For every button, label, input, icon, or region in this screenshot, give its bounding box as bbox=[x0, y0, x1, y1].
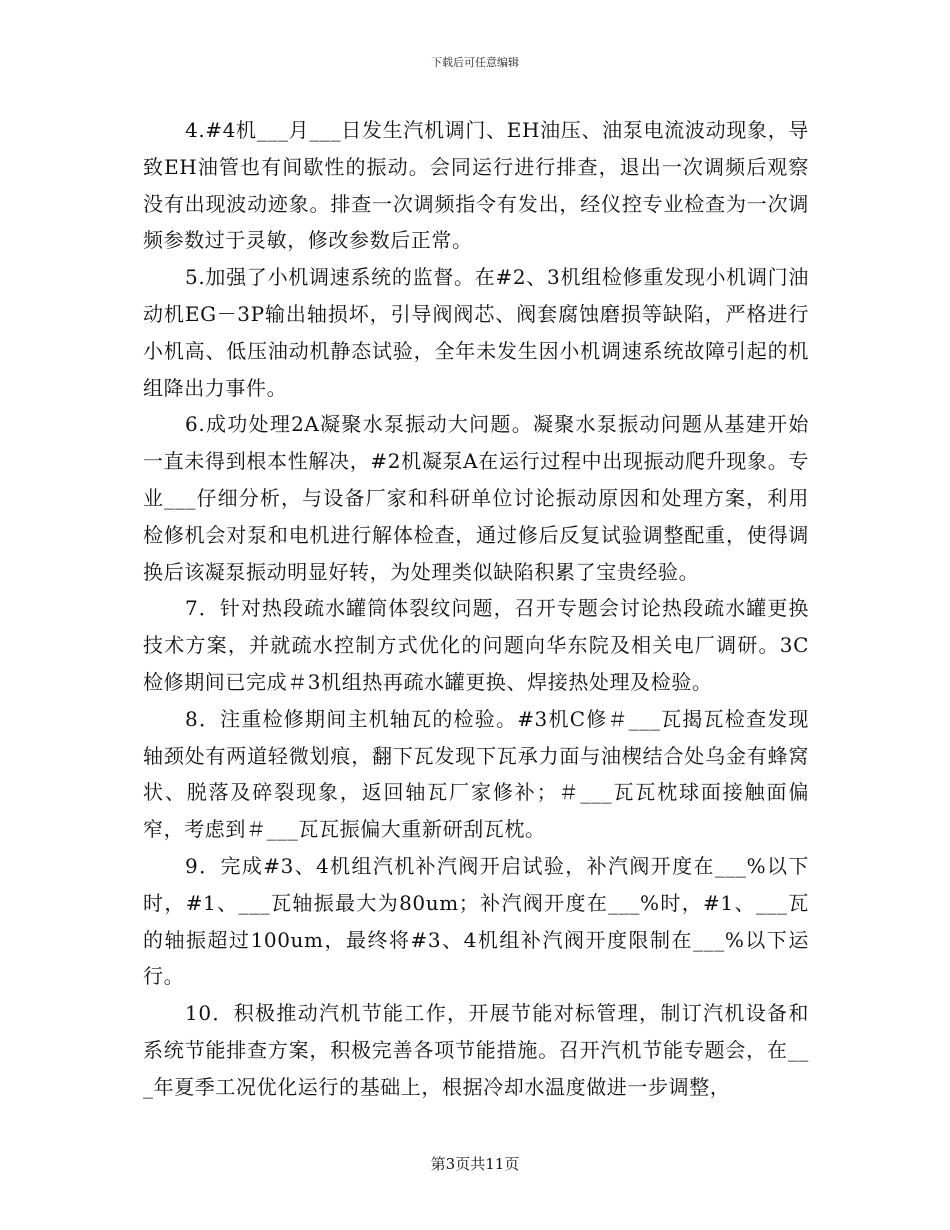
paragraph-item-6: 6.成功处理2A凝聚水泵振动大问题。凝聚水泵振动问题从基建开始一直未得到根本性解决，#2机凝泵A在运行过程中出现振动爬升现象。专业___仔细分析，与设备厂家和科研单位讨论振动原因和处理方案，利用检修机会对泵和电机进行解体检查，通过修后反复试验调整配重，使得调换后该凝泵振动明显好转，为处理类似缺陷积累了宝贵经验。 bbox=[143, 412, 809, 584]
paragraph-item-10: 10．积极推动汽机节能工作，开展节能对标管理，制订汽机设备和系统节能排查方案，积极完善各项节能措施。召开汽机节能专题会，在___年夏季工况优化运行的基础上，根据冷却水温度做进一步调整， bbox=[143, 1001, 809, 1099]
page-header: 下载后可任意编辑 bbox=[431, 56, 519, 69]
paragraph-item-5: 5.加强了小机调速系统的监督。在#2、3机组检修重发现小机调门油动机EG－3P输出轴损坏，引导阀阀芯、阀套腐蚀磨损等缺陷，严格进行小机高、低压油动机静态试验，全年未发生因小机调速系统故障引起的机组降出力事件。 bbox=[143, 265, 809, 400]
paragraph-item-9: 9．完成#3、4机组汽机补汽阀开启试验，补汽阀开度在___%以下时，#1、___瓦轴振最大为80um；补汽阀开度在___%时，#1、___瓦的轴振超过100um，最终将#3、4机组补汽阀开度限制在___%以下运行。 bbox=[143, 853, 809, 989]
page-footer: 第3页共11页 bbox=[430, 1155, 520, 1173]
paragraph-item-7: 7．针对热段疏水罐筒体裂纹问题，召开专题会讨论热段疏水罐更换技术方案，并就疏水控制方式优化的问题向华东院及相关电厂调研。3C检修期间已完成＃3机组热再疏水罐更换、焊接热处理及检验。 bbox=[143, 596, 809, 694]
document-body bbox=[143, 112, 809, 1106]
paragraph-item-4: 4.#4机___月___日发生汽机调门、EH油压、油泵电流波动现象，导致EH油管也有间歇性的振动。会同运行进行排查，退出一次调频后观察没有出现波动迹象。排查一次调频指令有发出，经仪控专业检查为一次调频参数过于灵敏，修改参数后正常。 bbox=[143, 118, 809, 253]
paragraph-item-8: 8．注重检修期间主机轴瓦的检验。#3机C修＃___瓦揭瓦检查发现轴颈处有两道轻微划痕，翻下瓦发现下瓦承力面与油楔结合处乌金有蜂窝状、脱落及碎裂现象，返回轴瓦厂家修补；＃___瓦瓦枕球面接触面偏窄，考虑到＃___瓦瓦振偏大重新研刮瓦枕。 bbox=[143, 706, 809, 842]
